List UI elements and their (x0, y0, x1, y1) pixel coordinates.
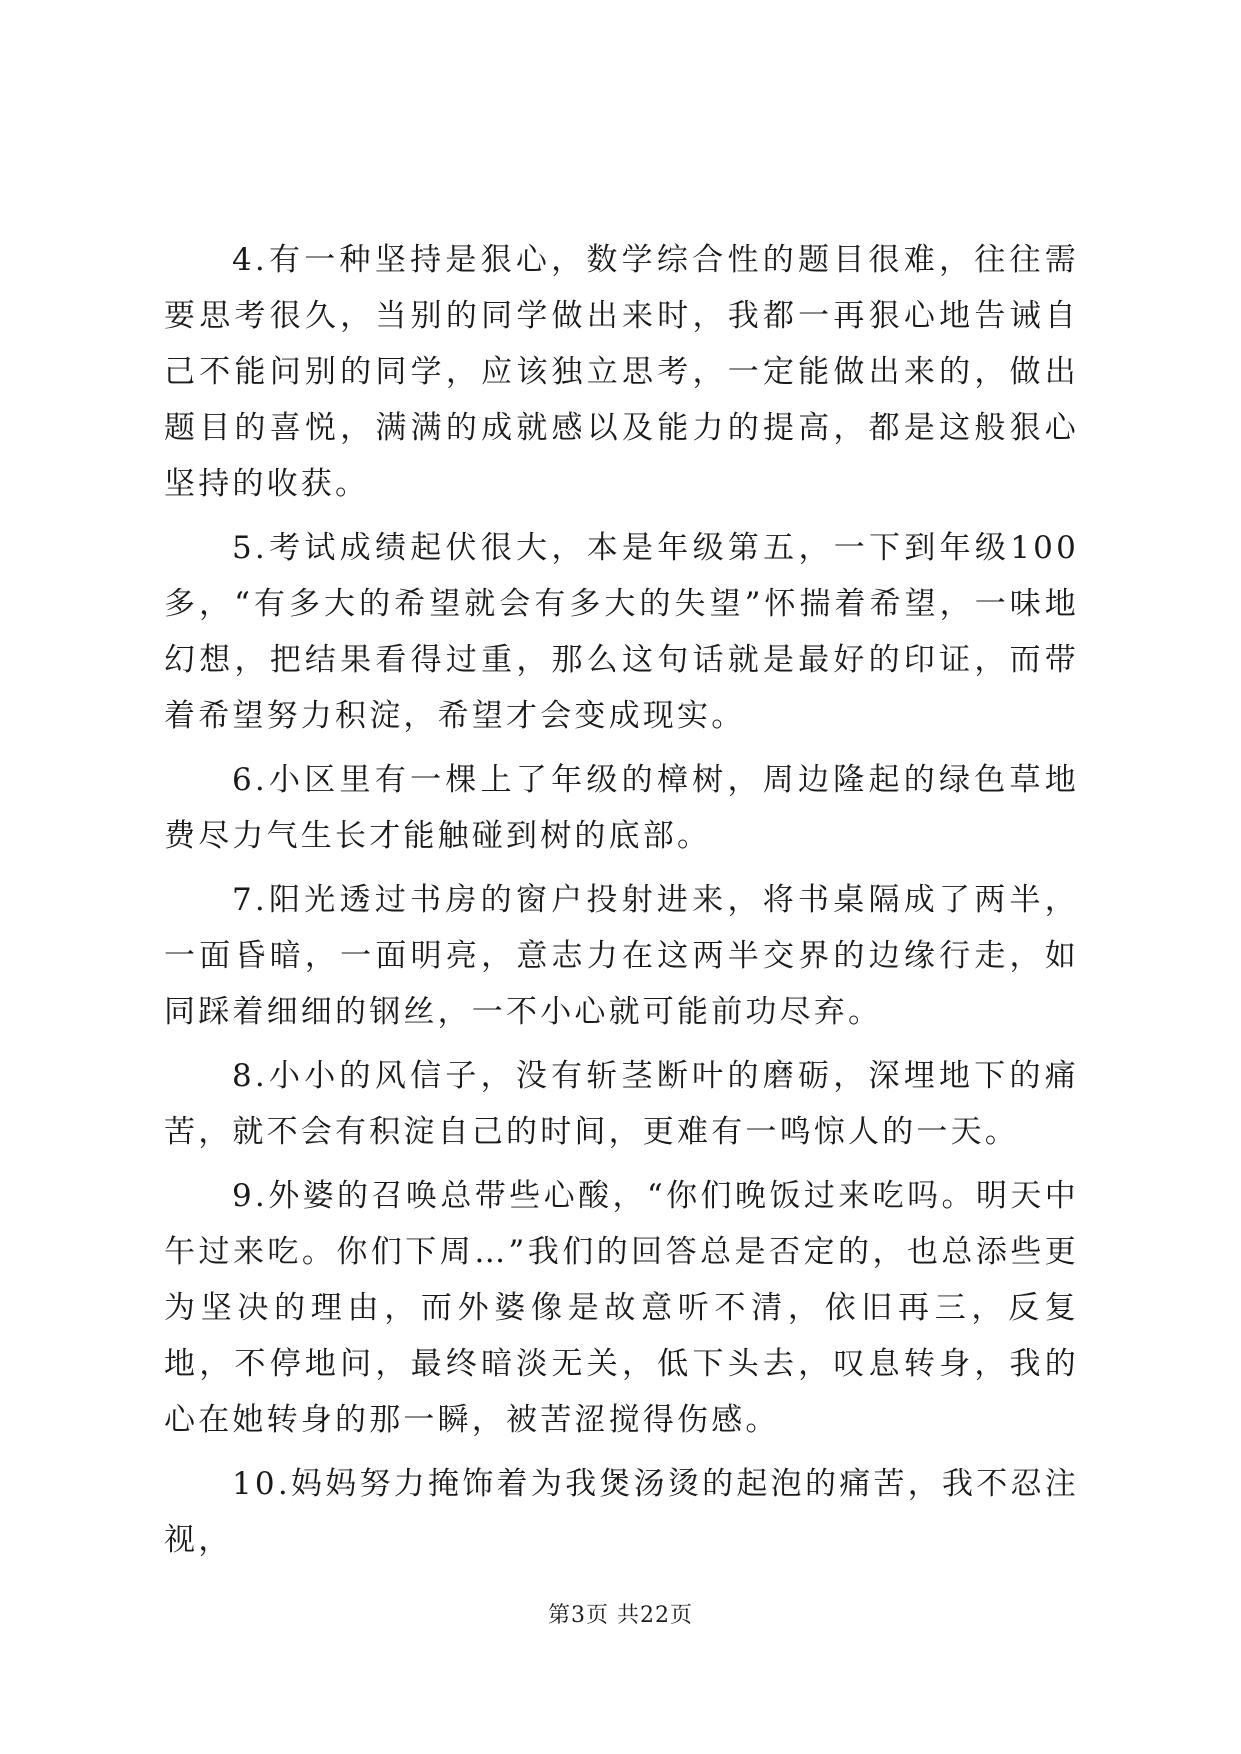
paragraph-5: 5.考试成绩起伏很大，本是年级第五，一下到年级100多，“有多大的希望就会有多大的失望”怀揣着希望，一味地幻想，把结果看得过重，那么这句话就是最好的印证，而带着希望努力积淀，希望才会变成现实。 (164, 530, 1079, 734)
paragraph-8: 8.小小的风信子，没有斩茎断叶的磨砺，深埋地下的痛苦，就不会有积淀自己的时间，更难有一鸣惊人的一天。 (164, 1058, 1079, 1150)
paragraph-6: 6.小区里有一棵上了年级的樟树，周边隆起的绿色草地费尽力气生长才能触碰到树的底部。 (164, 762, 1079, 854)
paragraph-9: 9.外婆的召唤总带些心酸，“你们晚饭过来吃吗。明天中午过来吃。你们下周…”我们的回答总是否定的，也总添些更为坚决的理由，而外婆像是故意听不清，依旧再三，反复地，不停地问，最终暗淡无关，低下头去，叹息转身，我的心在她转身的那一瞬，被苦涩搅得伤感。 (164, 1178, 1079, 1438)
document-body (164, 232, 1079, 1576)
paragraph-7: 7.阳光透过书房的窗户投射进来，将书桌隔成了两半，一面昏暗，一面明亮，意志力在这两半交界的边缘行走，如同踩着细细的钢丝，一不小心就可能前功尽弃。 (164, 882, 1079, 1030)
page-footer: 第3页 共22页 (548, 1603, 693, 1628)
paragraph-4: 4.有一种坚持是狠心，数学综合性的题目很难，往往需要思考很久，当别的同学做出来时，我都一再狠心地告诫自己不能问别的同学，应该独立思考，一定能做出来的，做出题目的喜悦，满满的成就感以及能力的提高，都是这般狠心坚持的收获。 (164, 242, 1079, 502)
paragraph-10: 10.妈妈努力掩饰着为我煲汤烫的起泡的痛苦，我不忍注视， (164, 1466, 1079, 1558)
